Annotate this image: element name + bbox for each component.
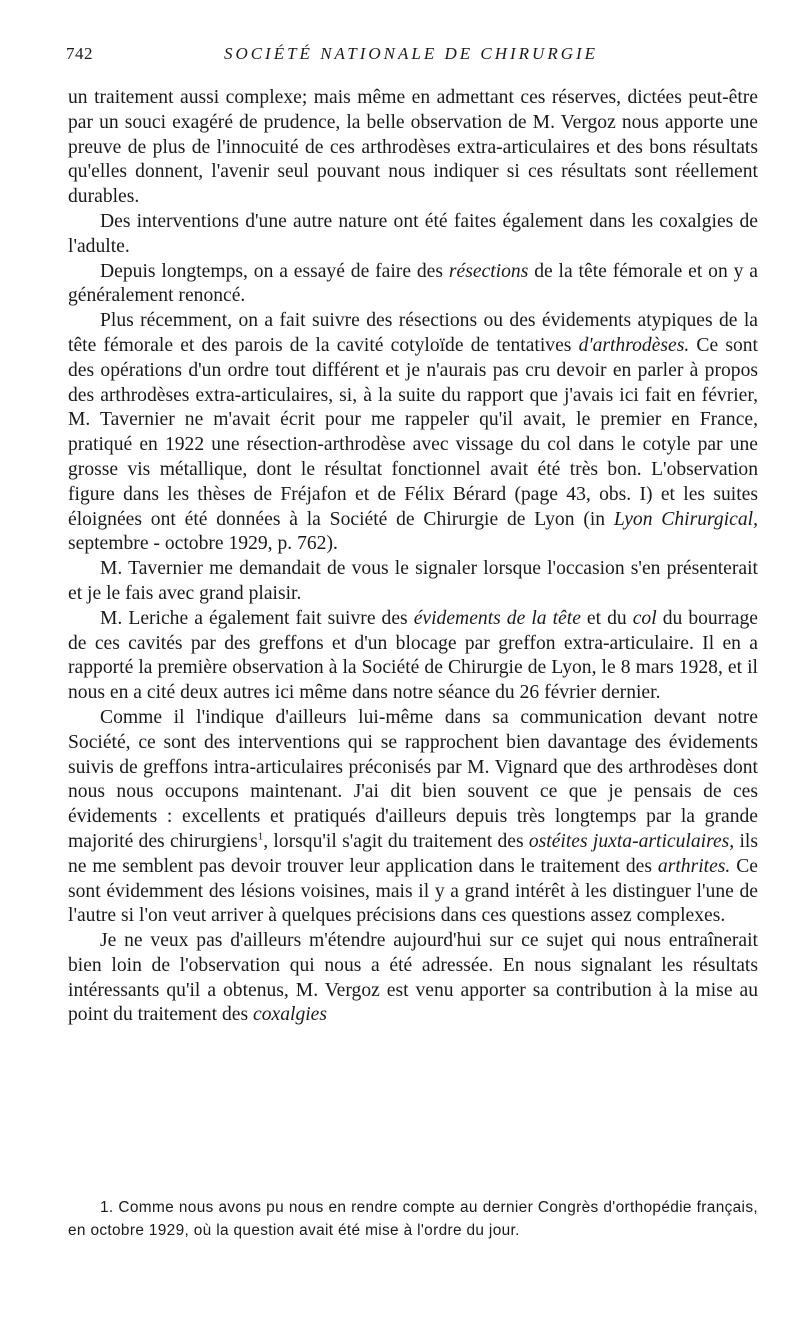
paragraph-6-text-b: et du bbox=[580, 607, 633, 629]
page-number: 742 bbox=[66, 44, 93, 63]
running-head: SOCIÉTÉ NATIONALE DE CHIRURGIE bbox=[223, 44, 599, 63]
paragraph-4-text-a: Plus récemment, on a fait suivre des résections ou des évidements atypiques de la tête fémorale et des parois de la cavité cotyloïde de tentatives bbox=[68, 310, 758, 356]
paragraph-7-text-c: ils ne me semblent pas devoir trouver leur application dans le traitement des bbox=[68, 830, 759, 877]
footnote-1 bbox=[68, 1196, 758, 1242]
paragraph-3 bbox=[68, 260, 758, 310]
paragraph-7-text-d: Ce sont évidemment des lésions voisines, mais il y a grand intérêt à les distinguer l'une de l'autre si l'on veut arriver à quelques précisions dans ces questions assez complexes. bbox=[68, 855, 758, 927]
paragraph-3-italic-resections: résections bbox=[448, 260, 529, 282]
paragraph-2 bbox=[68, 210, 758, 260]
paragraph-6-text-c: du bourrage de ces cavités par des greffons et d'un blocage par greffon extra-articulaire. Il en a rapporté la première observation à la Société de Chirurgie de Lyon, le 8 mars 1928, et il nous en a cité deux autres ici même dans notre séance du 26 février dernier. bbox=[68, 607, 758, 704]
paragraph-5 bbox=[68, 557, 758, 607]
paragraph-1-text: un traitement aussi complexe; mais même en admettant ces réserves, dictées peut-être par un souci exagéré de prudence, la belle observation de M. Vergoz nous apporte une preuve de plus de l'innocuité de ces arthrodèses extra-articulaires et des bons résultats qu'elles donnent, l'avenir seul pouvant nous indiquer si ces résultats sont réellement durables. bbox=[68, 87, 758, 208]
paragraph-7 bbox=[68, 706, 758, 929]
paragraph-4-text-c: septembre - octobre 1929, p. 762). bbox=[68, 533, 338, 555]
paragraph-5-text: M. Tavernier me demandait de vous le signaler lorsque l'occasion s'en présenterait et je le fais avec grand plaisir. bbox=[68, 558, 758, 604]
paragraph-4-italic-journal: Lyon Chirurgical, bbox=[613, 508, 758, 530]
paragraph-6 bbox=[68, 607, 758, 706]
paragraph-8 bbox=[68, 929, 758, 1028]
paragraph-7-italic-arthrites: arthrites. bbox=[657, 855, 731, 877]
paragraph-3-text-a: Depuis longtemps, on a essayé de faire des bbox=[100, 260, 449, 282]
paragraph-4-text-b: Ce sont des opérations d'un ordre tout différent et je n'aurais pas cru devoir en parler à propos des arthrodèses extra-articulaires, si, à la suite du rapport que j'avais ici fait en février, M. Tavernier ne m'avait écrit pour me rappeler qu'il avait, le premier en France, pratiqué en 1922 une résection-arthrodèse avec vissage du col dans le cotyle par une grosse vis métallique, dont le résultat fonctionnel avait été très bon. L'observation figure dans les thèses de Fréjafon et de Félix Bérard (page 43, obs. I) et les suites éloignées ont été données à la Société de Chirurgie de Lyon (in bbox=[68, 334, 758, 530]
paragraph-6-text-a: M. Leriche a également fait suivre des bbox=[100, 607, 414, 629]
body-text bbox=[68, 86, 758, 1028]
paragraph-1 bbox=[68, 86, 758, 210]
paragraph-4 bbox=[68, 309, 758, 557]
paragraph-4-italic-arthrodeses: d'arthrodèses. bbox=[578, 334, 690, 356]
footnote-reference: 1 bbox=[257, 830, 264, 843]
paragraph-8-text: Je ne veux pas d'ailleurs m'étendre aujourd'hui sur ce sujet qui nous entraînerait bien loin de l'observation qui nous a été adressée. En nous signalant les résultats intéressants qu'il a obtenus, M. Vergoz est venu apporter sa contribution à la mise au point du traitement des bbox=[68, 930, 758, 1026]
footnote-marker: 1. bbox=[100, 1199, 114, 1216]
paragraph-8-italic-coxalgies: coxalgies bbox=[253, 1004, 328, 1026]
paragraph-2-text: Des interventions d'une autre nature ont été faites également dans les coxalgies de l'adulte. bbox=[68, 210, 758, 257]
paragraph-6-italic-evidements: évidements de la tête bbox=[413, 607, 581, 629]
paragraph-7-italic-osteites: ostéites juxta-articulaires, bbox=[528, 830, 735, 852]
page-header bbox=[66, 42, 756, 66]
footnote-text: Comme nous avons pu nous en rendre compte au dernier Congrès d'orthopédie français, en octobre 1929, où la question avait été mise à l'ordre du jour. bbox=[68, 1199, 758, 1239]
paragraph-3-text-b: de la tête fémorale et on y a généralement renoncé. bbox=[68, 260, 758, 307]
paragraph-6-italic-col: col bbox=[632, 607, 657, 629]
paragraph-7-text-b: , lorsqu'il s'agit du traitement des bbox=[263, 830, 529, 852]
footnote bbox=[68, 1196, 758, 1242]
paragraph-7-text-a: Comme il l'indique d'ailleurs lui-même dans sa communication devant notre Société, ce sont des interventions qui se rapprochent bien davantage des évidements suivis de greffons intra-articulaires préconisés par M. Vignard que des arthrodèses dont nous nous occupons maintenant. J'ai dit bien souvent ce que je pensais de ces évidements : excellents et pratiqués d'ailleurs depuis très longtemps par la grande majorité des chirurgiens bbox=[68, 706, 758, 852]
